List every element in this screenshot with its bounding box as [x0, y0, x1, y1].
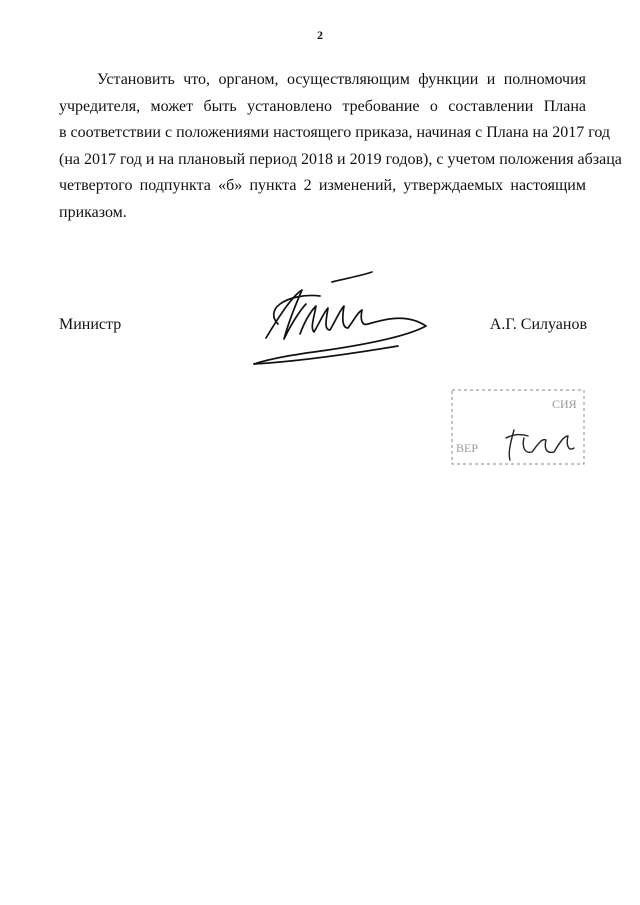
body-line: четвертого подпункта «б» пункта 2 изменений, утверждаемых настоящим: [59, 177, 586, 194]
svg-text:ВЕР: ВЕР: [456, 441, 479, 455]
body-line: Установить что, органом, осуществляющим функции и полномочия: [97, 71, 586, 88]
approval-stamp: [448, 386, 588, 468]
page-number: 2: [317, 28, 323, 42]
body-line: (на 2017 год и на плановый период 2018 и 2019 годов), с учетом положения абзаца: [59, 150, 622, 168]
body-line: приказом.: [59, 203, 127, 221]
svg-text:СИЯ: СИЯ: [552, 397, 577, 411]
handwritten-signature: [248, 266, 448, 378]
body-line: в соответствии с положениями настоящего приказа, начиная с Плана на 2017 год: [59, 124, 611, 141]
body-paragraph: [59, 67, 622, 226]
signatory-name: А.Г. Силуанов: [489, 316, 587, 333]
signatory-position: Министр: [59, 316, 122, 333]
body-line: учредителя, может быть установлено требование о составлении Плана: [59, 97, 586, 115]
